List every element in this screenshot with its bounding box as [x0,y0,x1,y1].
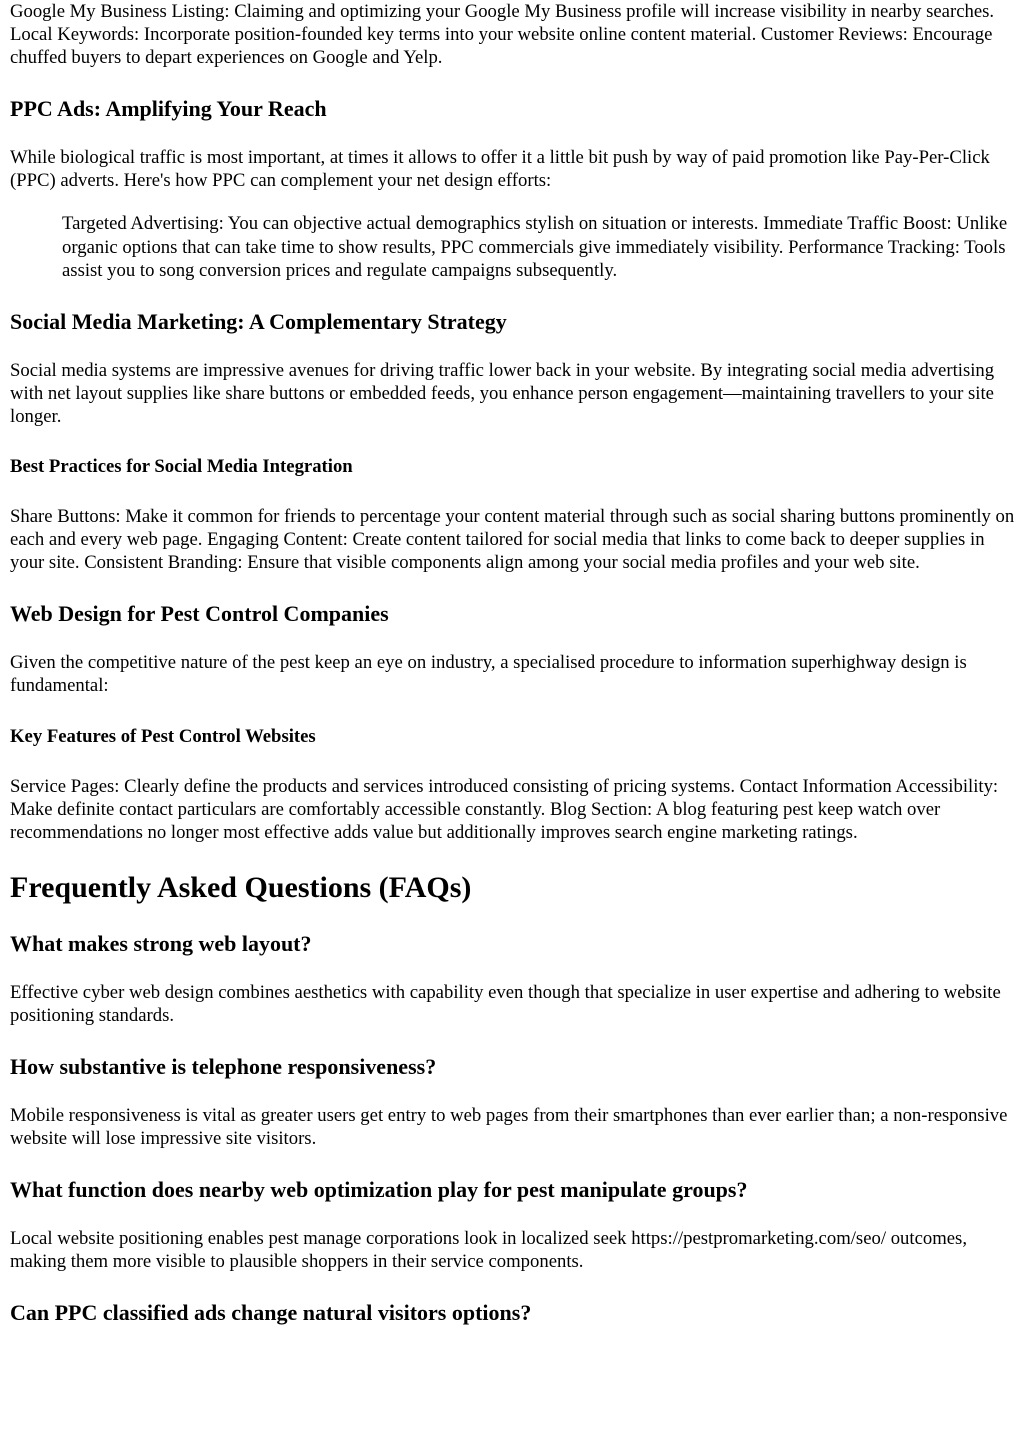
faq-question: How substantive is telephone responsiveness? [10,1053,437,1079]
faq-answer [10,1227,1016,1273]
pest-subheading: Key Features of Pest Control Websites [10,725,316,747]
pest-features-paragraph: Service Pages: Clearly define the products and services introduced consisting of pricing systems. Contact Information Accessibility: Make definite contact particulars are comfortably accessible constantly. Blog Section: A blog featuring pest keep watch over recommendations no longer most effective adds value but additionally improves search engine marketing ratings. [10,775,999,843]
social-paragraph: Social media systems are impressive avenues for driving traffic lower back in your website. By integrating social media advertising with net layout supplies like share buttons or embedded feeds, you enhance person engagement—maintaining travellers to your site longer. [10,359,995,427]
faq-question: What function does nearby web optimization play for pest manipulate groups? [10,1177,748,1203]
faq-question: What makes strong web layout? [10,930,312,956]
faq-question: Can PPC classified ads change natural visitors options? [10,1300,532,1326]
pest-heading: Web Design for Pest Control Companies [10,601,389,627]
social-heading: Social Media Marketing: A Complementary Strategy [10,308,507,334]
faq-answer-text: outcomes, making them more visible to plausible shoppers in their service components. [10,1228,967,1273]
intro-paragraph: Google My Business Listing: Claiming and optimizing your Google My Business profile will increase visibility in nearby searches. Local Keywords: Incorporate position-founded key terms into your website online content material. Customer Reviews: Encourage chuffed buyers to depart experiences on Google and Yelp. [10,1,995,69]
faq-answer: Mobile responsiveness is vital as greater users get entry to web pages from their smartphones than ever earlier than; a non-responsive website will lose impressive site visitors. [10,1104,1008,1150]
faq-answer-text: Local website positioning enables pest manage corporations look in localized seek [10,1228,632,1250]
pest-paragraph: Given the competitive nature of the pest keep an eye on industry, a specialised procedure to information superhighway design is fundamental: [10,652,967,697]
faq-answer: Effective cyber web design combines aesthetics with capability even though that specialize in user expertise and adhering to website positioning standards. [10,981,1001,1026]
ppc-paragraph: While biological traffic is most important, at times it allows to offer it a little bit push by way of paid promotion like Pay-Per-Click (PPC) adverts. Here's how PPC can complement your net design efforts: [10,147,990,192]
social-practices-paragraph: Share Buttons: Make it common for friends to percentage your content material through such as social sharing buttons prominently on each and every web page. Engaging Content: Create content tailored for social media that links to come back to deeper supplies in your site. Consistent Branding: Ensure that visible components align among your social media profiles and your web site. [10,506,1015,574]
ppc-heading: PPC Ads: Amplifying Your Reach [10,96,327,122]
ppc-quote: Targeted Advertising: You can objective actual demographics stylish on situation or interests. Immediate Traffic Boost: Unlike organic options that can take time to show results, PPC commercials give immediately visibility. Performance Tracking: Tools assist you to song conversion prices and regulate campaigns subsequently. [62,213,1008,281]
social-subheading: Best Practices for Social Media Integration [10,456,353,478]
faq-heading: Frequently Asked Questions (FAQs) [10,870,472,904]
seo-link[interactable]: https://pestpromarketing.com/seo/ [631,1228,887,1250]
